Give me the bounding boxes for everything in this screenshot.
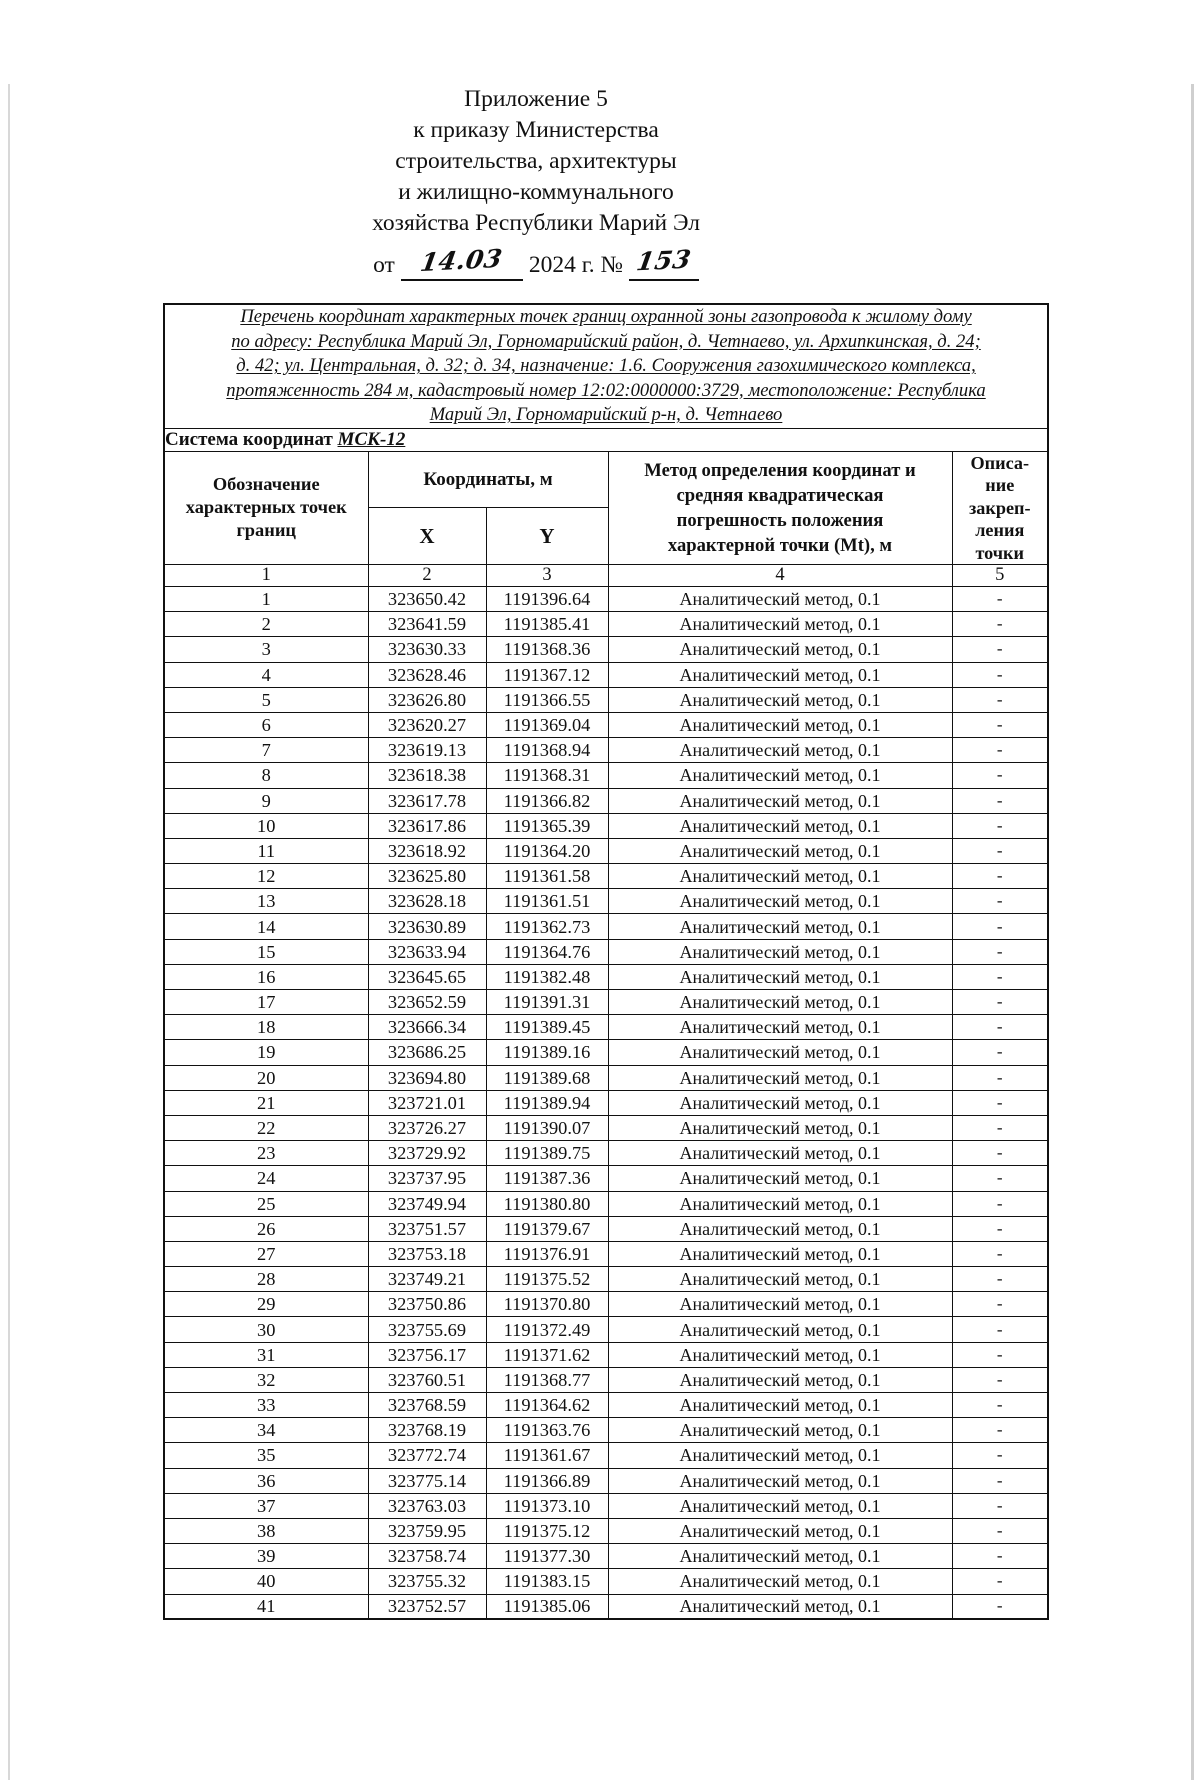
- point-number: 31: [164, 1342, 368, 1367]
- point-number: 38: [164, 1518, 368, 1543]
- coord-y: 1191371.62: [486, 1342, 608, 1367]
- number-blank-field: [629, 245, 699, 281]
- col-header-description-line-3: закреп-: [968, 497, 1031, 518]
- point-number: 34: [164, 1418, 368, 1443]
- coord-x: 323763.03: [368, 1493, 486, 1518]
- point-number: 9: [164, 788, 368, 813]
- point-number: 7: [164, 738, 368, 763]
- point-number: 20: [164, 1065, 368, 1090]
- point-number: 12: [164, 864, 368, 889]
- point-number: 2: [164, 612, 368, 637]
- coord-y: 1191375.12: [486, 1518, 608, 1543]
- col-header-method: [608, 451, 952, 565]
- coord-y: 1191391.31: [486, 990, 608, 1015]
- coord-x: 323756.17: [368, 1342, 486, 1367]
- method-text: Аналитический метод, 0.1: [608, 864, 952, 889]
- description-text: -: [952, 1292, 1048, 1317]
- method-text: Аналитический метод, 0.1: [608, 1393, 952, 1418]
- coord-y: 1191389.16: [486, 1040, 608, 1065]
- coord-y: 1191370.80: [486, 1292, 608, 1317]
- method-text: Аналитический метод, 0.1: [608, 1443, 952, 1468]
- table-row: [164, 712, 1048, 737]
- table-row: [164, 1317, 1048, 1342]
- description-text: -: [952, 964, 1048, 989]
- point-number: 5: [164, 687, 368, 712]
- coord-y: 1191375.52: [486, 1267, 608, 1292]
- coord-x: 323617.78: [368, 788, 486, 813]
- coord-y: 1191389.68: [486, 1065, 608, 1090]
- column-number-4: 4: [608, 565, 952, 587]
- coord-x: 323755.69: [368, 1317, 486, 1342]
- method-text: Аналитический метод, 0.1: [608, 1418, 952, 1443]
- point-number: 1: [164, 587, 368, 612]
- coord-y: 1191361.51: [486, 889, 608, 914]
- description-text: -: [952, 1443, 1048, 1468]
- coord-y: 1191366.89: [486, 1468, 608, 1493]
- method-text: Аналитический метод, 0.1: [608, 1065, 952, 1090]
- coord-x: 323666.34: [368, 1015, 486, 1040]
- coord-y: 1191376.91: [486, 1241, 608, 1266]
- coord-x: 323628.18: [368, 889, 486, 914]
- coord-y: 1191382.48: [486, 964, 608, 989]
- col-header-method-line-3: погрешность положения: [676, 509, 884, 531]
- coord-x: 323750.86: [368, 1292, 486, 1317]
- coord-x: 323755.32: [368, 1569, 486, 1594]
- method-text: Аналитический метод, 0.1: [608, 788, 952, 813]
- point-number: 35: [164, 1443, 368, 1468]
- method-text: Аналитический метод, 0.1: [608, 889, 952, 914]
- method-text: Аналитический метод, 0.1: [608, 1191, 952, 1216]
- description-text: -: [952, 712, 1048, 737]
- table-row: [164, 1241, 1048, 1266]
- document-page: [0, 84, 1200, 1620]
- method-text: Аналитический метод, 0.1: [608, 1015, 952, 1040]
- coord-y: 1191368.31: [486, 763, 608, 788]
- coord-x: 323628.46: [368, 662, 486, 687]
- col-header-method-line-1: Метод определения координат и: [644, 459, 916, 481]
- coord-x: 323749.21: [368, 1267, 486, 1292]
- point-number: 15: [164, 939, 368, 964]
- point-number: 25: [164, 1191, 368, 1216]
- coord-y: 1191364.76: [486, 939, 608, 964]
- table-title-line-1: Перечень координат характерных точек границ охранной зоны газопровода к жилому дому: [240, 306, 972, 327]
- description-text: -: [952, 914, 1048, 939]
- description-text: -: [952, 1141, 1048, 1166]
- table-row: [164, 1342, 1048, 1367]
- point-number: 13: [164, 889, 368, 914]
- description-text: -: [952, 1040, 1048, 1065]
- col-header-description: [952, 451, 1048, 565]
- method-text: Аналитический метод, 0.1: [608, 1493, 952, 1518]
- coord-y: 1191377.30: [486, 1544, 608, 1569]
- method-text: Аналитический метод, 0.1: [608, 1241, 952, 1266]
- coord-y: 1191372.49: [486, 1317, 608, 1342]
- method-text: Аналитический метод, 0.1: [608, 1317, 952, 1342]
- coord-x: 323620.27: [368, 712, 486, 737]
- point-number: 37: [164, 1493, 368, 1518]
- coord-x: 323626.80: [368, 687, 486, 712]
- coord-x: 323641.59: [368, 612, 486, 637]
- point-number: 30: [164, 1317, 368, 1342]
- coord-y: 1191367.12: [486, 662, 608, 687]
- coord-y: 1191366.55: [486, 687, 608, 712]
- coord-y: 1191389.75: [486, 1141, 608, 1166]
- col-header-method-line-2: средняя квадратическая: [676, 484, 884, 506]
- coord-x: 323759.95: [368, 1518, 486, 1543]
- point-number: 39: [164, 1544, 368, 1569]
- table-row: [164, 964, 1048, 989]
- description-text: -: [952, 864, 1048, 889]
- description-text: -: [952, 662, 1048, 687]
- coord-y: 1191385.06: [486, 1594, 608, 1619]
- table-row: [164, 914, 1048, 939]
- method-text: Аналитический метод, 0.1: [608, 990, 952, 1015]
- table-row: [164, 990, 1048, 1015]
- table-row: [164, 1065, 1048, 1090]
- table-row: [164, 1443, 1048, 1468]
- coord-x: 323630.33: [368, 637, 486, 662]
- coord-x: 323633.94: [368, 939, 486, 964]
- table-row: [164, 587, 1048, 612]
- column-number-2: 2: [368, 565, 486, 587]
- description-text: -: [952, 1544, 1048, 1569]
- coord-x: 323760.51: [368, 1367, 486, 1392]
- point-number: 22: [164, 1115, 368, 1140]
- table-row: [164, 864, 1048, 889]
- point-number: 4: [164, 662, 368, 687]
- method-text: Аналитический метод, 0.1: [608, 1216, 952, 1241]
- header-row-top: [164, 451, 1048, 508]
- point-number: 14: [164, 914, 368, 939]
- description-text: -: [952, 1267, 1048, 1292]
- coord-x: 323753.18: [368, 1241, 486, 1266]
- col-header-method-line-4: характерной точки (Mt), м: [667, 534, 893, 556]
- table-row: [164, 1393, 1048, 1418]
- method-text: Аналитический метод, 0.1: [608, 1141, 952, 1166]
- point-number: 24: [164, 1166, 368, 1191]
- table-title-row: [164, 304, 1048, 428]
- coord-x: 323686.25: [368, 1040, 486, 1065]
- description-text: -: [952, 838, 1048, 863]
- coord-x: 323768.59: [368, 1393, 486, 1418]
- table-row: [164, 1518, 1048, 1543]
- table-row: [164, 1166, 1048, 1191]
- coord-y: 1191366.82: [486, 788, 608, 813]
- method-text: Аналитический метод, 0.1: [608, 1468, 952, 1493]
- coordinates-table: [163, 303, 1049, 1620]
- table-row: [164, 939, 1048, 964]
- description-text: -: [952, 788, 1048, 813]
- coord-y: 1191389.45: [486, 1015, 608, 1040]
- coord-y: 1191390.07: [486, 1115, 608, 1140]
- col-header-description-line-2: ние: [985, 475, 1015, 495]
- table-row: [164, 687, 1048, 712]
- coord-x: 323726.27: [368, 1115, 486, 1140]
- appendix-title-line-5: хозяйства Республики Марий Эл: [372, 210, 700, 236]
- description-text: -: [952, 1342, 1048, 1367]
- method-text: Аналитический метод, 0.1: [608, 914, 952, 939]
- date-handwritten-value: 14.03: [418, 243, 505, 278]
- description-text: -: [952, 1115, 1048, 1140]
- description-text: -: [952, 687, 1048, 712]
- method-text: Аналитический метод, 0.1: [608, 813, 952, 838]
- column-number-1: 1: [164, 565, 368, 587]
- appendix-title-line-2: к приказу Министерства: [413, 117, 659, 143]
- coord-x: 323721.01: [368, 1090, 486, 1115]
- point-number: 16: [164, 964, 368, 989]
- coord-x: 323758.74: [368, 1544, 486, 1569]
- description-text: -: [952, 889, 1048, 914]
- point-number: 29: [164, 1292, 368, 1317]
- col-header-description-line-1: Описа-: [970, 452, 1030, 473]
- method-text: Аналитический метод, 0.1: [608, 1090, 952, 1115]
- description-text: -: [952, 1191, 1048, 1216]
- column-number-row: [164, 565, 1048, 587]
- coord-x: 323772.74: [368, 1443, 486, 1468]
- coord-x: 323618.92: [368, 838, 486, 863]
- col-header-y: Y: [486, 508, 608, 565]
- description-text: -: [952, 1418, 1048, 1443]
- appendix-title-line-1: Приложение 5: [464, 86, 608, 112]
- date-prefix-label: от: [373, 252, 395, 278]
- method-text: Аналитический метод, 0.1: [608, 1040, 952, 1065]
- table-row: [164, 612, 1048, 637]
- coordinates-table-wrap: [163, 303, 1047, 1620]
- table-row: [164, 1015, 1048, 1040]
- appendix-title-line-3: строительства, архитектуры: [395, 148, 677, 174]
- col-header-coordinates-group: Координаты, м: [368, 451, 608, 508]
- table-row: [164, 1267, 1048, 1292]
- coord-y: 1191363.76: [486, 1418, 608, 1443]
- date-blank-field: [401, 245, 523, 281]
- point-number: 27: [164, 1241, 368, 1266]
- table-title-cell: [164, 304, 1048, 428]
- coord-y: 1191383.15: [486, 1569, 608, 1594]
- table-title-line-2: по адресу: Республика Марий Эл, Горномарийский район, д. Четнаево, ул. Архипкинская, д. 24;: [231, 330, 981, 352]
- coord-y: 1191373.10: [486, 1493, 608, 1518]
- table-row: [164, 1040, 1048, 1065]
- description-text: -: [952, 1090, 1048, 1115]
- method-text: Аналитический метод, 0.1: [608, 738, 952, 763]
- appendix-title-line-4: и жилищно-коммунального: [398, 179, 674, 205]
- method-text: Аналитический метод, 0.1: [608, 1115, 952, 1140]
- table-title-line-3: д. 42; ул. Центральная, д. 32; д. 34, назначение: 1.6. Сооружения газохимического комплекса,: [236, 355, 976, 376]
- coord-x: 323775.14: [368, 1468, 486, 1493]
- coordinate-system-row: [164, 428, 1048, 451]
- table-row: [164, 1216, 1048, 1241]
- description-text: -: [952, 1493, 1048, 1518]
- method-text: Аналитический метод, 0.1: [608, 1594, 952, 1619]
- point-number: 6: [164, 712, 368, 737]
- description-text: -: [952, 738, 1048, 763]
- method-text: Аналитический метод, 0.1: [608, 687, 952, 712]
- column-number-5: 5: [952, 565, 1048, 587]
- coordinate-system-cell: [164, 428, 1048, 451]
- coordinate-system-value: МСК-12: [337, 428, 406, 450]
- point-number: 10: [164, 813, 368, 838]
- coord-y: 1191368.94: [486, 738, 608, 763]
- coord-y: 1191361.67: [486, 1443, 608, 1468]
- coord-y: 1191364.62: [486, 1393, 608, 1418]
- table-row: [164, 1191, 1048, 1216]
- point-number: 8: [164, 763, 368, 788]
- coord-y: 1191385.41: [486, 612, 608, 637]
- coord-x: 323652.59: [368, 990, 486, 1015]
- table-title-line-5: Марий Эл, Горномарийский р-н, д. Четнаево: [429, 404, 783, 425]
- point-number: 36: [164, 1468, 368, 1493]
- description-text: -: [952, 1015, 1048, 1040]
- method-text: Аналитический метод, 0.1: [608, 1292, 952, 1317]
- point-number: 28: [164, 1267, 368, 1292]
- description-text: -: [952, 939, 1048, 964]
- point-number: 11: [164, 838, 368, 863]
- point-number: 18: [164, 1015, 368, 1040]
- coordinates-rows-body: [164, 587, 1048, 1620]
- method-text: Аналитический метод, 0.1: [608, 637, 952, 662]
- coord-x: 323749.94: [368, 1191, 486, 1216]
- description-text: -: [952, 1367, 1048, 1392]
- table-row: [164, 1468, 1048, 1493]
- coord-x: 323694.80: [368, 1065, 486, 1090]
- description-text: -: [952, 637, 1048, 662]
- point-number: 26: [164, 1216, 368, 1241]
- col-header-description-line-4: ления: [975, 520, 1025, 540]
- method-text: Аналитический метод, 0.1: [608, 612, 952, 637]
- description-text: -: [952, 1166, 1048, 1191]
- point-number: 40: [164, 1569, 368, 1594]
- coord-x: 323729.92: [368, 1141, 486, 1166]
- coord-y: 1191396.64: [486, 587, 608, 612]
- table-row: [164, 1115, 1048, 1140]
- method-text: Аналитический метод, 0.1: [608, 964, 952, 989]
- description-text: -: [952, 612, 1048, 637]
- description-text: -: [952, 763, 1048, 788]
- description-text: -: [952, 587, 1048, 612]
- description-text: -: [952, 1241, 1048, 1266]
- method-text: Аналитический метод, 0.1: [608, 1569, 952, 1594]
- coord-y: 1191389.94: [486, 1090, 608, 1115]
- table-row: [164, 1367, 1048, 1392]
- coord-x: 323737.95: [368, 1166, 486, 1191]
- table-row: [164, 738, 1048, 763]
- method-text: Аналитический метод, 0.1: [608, 1518, 952, 1543]
- coord-y: 1191380.80: [486, 1191, 608, 1216]
- table-row: [164, 1594, 1048, 1619]
- point-number: 19: [164, 1040, 368, 1065]
- table-row: [164, 1569, 1048, 1594]
- table-row: [164, 1090, 1048, 1115]
- method-text: Аналитический метод, 0.1: [608, 1544, 952, 1569]
- coord-y: 1191379.67: [486, 1216, 608, 1241]
- point-number: 21: [164, 1090, 368, 1115]
- table-row: [164, 1493, 1048, 1518]
- method-text: Аналитический метод, 0.1: [608, 763, 952, 788]
- coord-x: 323630.89: [368, 914, 486, 939]
- order-date-line: [372, 245, 700, 281]
- point-number: 3: [164, 637, 368, 662]
- table-row: [164, 763, 1048, 788]
- method-text: Аналитический метод, 0.1: [608, 712, 952, 737]
- coord-y: 1191361.58: [486, 864, 608, 889]
- method-text: Аналитический метод, 0.1: [608, 1166, 952, 1191]
- coord-y: 1191364.20: [486, 838, 608, 863]
- point-number: 17: [164, 990, 368, 1015]
- table-row: [164, 788, 1048, 813]
- description-text: -: [952, 1518, 1048, 1543]
- description-text: -: [952, 990, 1048, 1015]
- description-text: -: [952, 1393, 1048, 1418]
- table-row: [164, 1141, 1048, 1166]
- description-text: -: [952, 1317, 1048, 1342]
- coordinate-system-label: Система координат: [165, 428, 333, 450]
- point-number: 32: [164, 1367, 368, 1392]
- description-text: -: [952, 1468, 1048, 1493]
- table-row: [164, 637, 1048, 662]
- method-text: Аналитический метод, 0.1: [608, 662, 952, 687]
- method-text: Аналитический метод, 0.1: [608, 1342, 952, 1367]
- appendix-header: [0, 84, 1072, 281]
- coord-x: 323751.57: [368, 1216, 486, 1241]
- description-text: -: [952, 1065, 1048, 1090]
- coord-x: 323768.19: [368, 1418, 486, 1443]
- coord-y: 1191365.39: [486, 813, 608, 838]
- point-number: 23: [164, 1141, 368, 1166]
- method-text: Аналитический метод, 0.1: [608, 1267, 952, 1292]
- description-text: -: [952, 1216, 1048, 1241]
- table-row: [164, 838, 1048, 863]
- table-row: [164, 889, 1048, 914]
- method-text: Аналитический метод, 0.1: [608, 939, 952, 964]
- table-row: [164, 1418, 1048, 1443]
- method-text: Аналитический метод, 0.1: [608, 587, 952, 612]
- coord-x: 323619.13: [368, 738, 486, 763]
- coord-x: 323625.80: [368, 864, 486, 889]
- column-number-3: 3: [486, 565, 608, 587]
- coord-y: 1191362.73: [486, 914, 608, 939]
- number-handwritten-value: 153: [634, 244, 694, 277]
- coord-x: 323650.42: [368, 587, 486, 612]
- point-number: 33: [164, 1393, 368, 1418]
- year-label: 2024 г. №: [528, 252, 623, 278]
- coord-x: 323617.86: [368, 813, 486, 838]
- method-text: Аналитический метод, 0.1: [608, 838, 952, 863]
- point-number: 41: [164, 1594, 368, 1619]
- coord-x: 323618.38: [368, 763, 486, 788]
- table-row: [164, 662, 1048, 687]
- coord-y: 1191387.36: [486, 1166, 608, 1191]
- method-text: Аналитический метод, 0.1: [608, 1367, 952, 1392]
- coord-y: 1191369.04: [486, 712, 608, 737]
- table-row: [164, 1292, 1048, 1317]
- coord-y: 1191368.36: [486, 637, 608, 662]
- coord-x: 323645.65: [368, 964, 486, 989]
- description-text: -: [952, 1594, 1048, 1619]
- table-row: [164, 813, 1048, 838]
- description-text: -: [952, 813, 1048, 838]
- table-title-line-4: протяженность 284 м, кадастровый номер 12:02:0000000:3729, местоположение: Республика: [226, 379, 986, 401]
- coord-x: 323752.57: [368, 1594, 486, 1619]
- table-row: [164, 1544, 1048, 1569]
- col-header-point-designation: Обозначение характерных точек границ: [164, 451, 368, 565]
- col-header-description-line-5: точки: [975, 542, 1025, 563]
- col-header-x: X: [368, 508, 486, 565]
- appendix-header-lines: [372, 84, 700, 281]
- description-text: -: [952, 1569, 1048, 1594]
- coord-y: 1191368.77: [486, 1367, 608, 1392]
